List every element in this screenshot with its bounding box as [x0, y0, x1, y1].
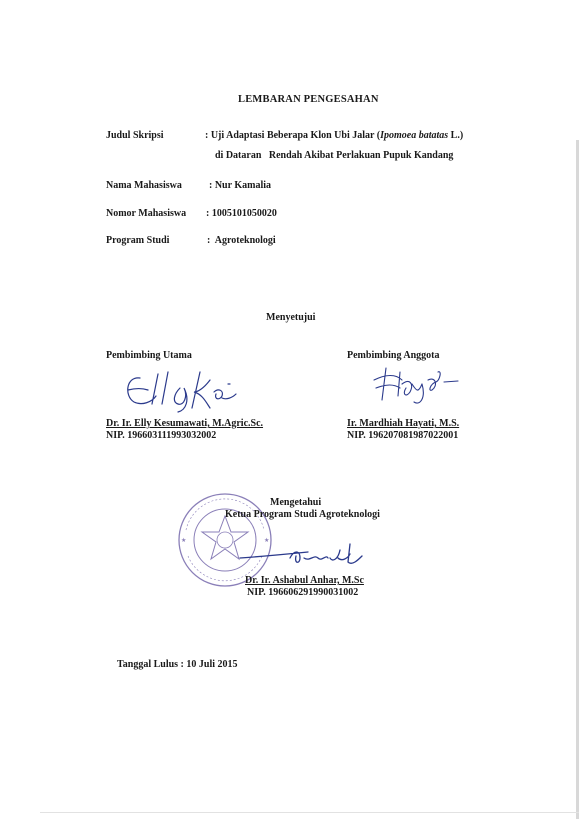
advisor-member-role: Pembimbing Anggota — [347, 350, 440, 361]
head-nip: NIP. 196606291990031002 — [247, 587, 359, 598]
judul-label: Judul Skripsi — [106, 130, 164, 141]
nomor-value: : 1005101050020 — [206, 208, 277, 219]
advisor-member-name: Ir. Mardhiah Hayati, M.S. — [347, 418, 460, 429]
head-signature — [238, 536, 378, 576]
graduation-date: Tanggal Lulus : 10 Juli 2015 — [117, 659, 238, 670]
prodi-value: : Agroteknologi — [207, 235, 276, 246]
judul-value-line1 — [205, 130, 463, 142]
judul-value-line2: di Dataran Rendah Akibat Perlakuan Pupuk Kandang — [215, 150, 454, 161]
advisor-member-nip: NIP. 196207081987022001 — [347, 430, 459, 441]
svg-text:★: ★ — [181, 537, 187, 544]
judul-prefix: : Uji Adaptasi Beberapa Klon Ubi Jalar ( — [205, 130, 381, 141]
acknowledgement-heading: Mengetahui — [270, 497, 322, 508]
nama-value: : Nur Kamalia — [209, 180, 272, 191]
page-title: LEMBARAN PENGESAHAN — [238, 94, 379, 105]
judul-suffix: L.) — [448, 130, 464, 141]
scan-line — [40, 812, 579, 813]
advisor-main-signature — [118, 366, 248, 414]
svg-text:★: ★ — [264, 537, 270, 544]
judul-italic: Ipomoea batatas — [380, 130, 449, 141]
advisor-main-role: Pembimbing Utama — [106, 350, 192, 361]
nama-label: Nama Mahasiswa — [106, 180, 182, 191]
head-name: Dr. Ir. Ashabul Anhar, M.Sc — [245, 575, 364, 586]
prodi-label: Program Studi — [106, 235, 170, 246]
nomor-label: Nomor Mahasiswa — [106, 208, 187, 219]
approval-heading: Menyetujui — [266, 312, 316, 323]
advisor-member-signature — [356, 362, 466, 406]
acknowledgement-position: Ketua Program Studi Agroteknologi — [225, 509, 380, 520]
advisor-main-nip: NIP. 196603111993032002 — [106, 430, 217, 441]
advisor-main-name: Dr. Ir. Elly Kesumawati, M.Agric.Sc. — [106, 418, 264, 429]
